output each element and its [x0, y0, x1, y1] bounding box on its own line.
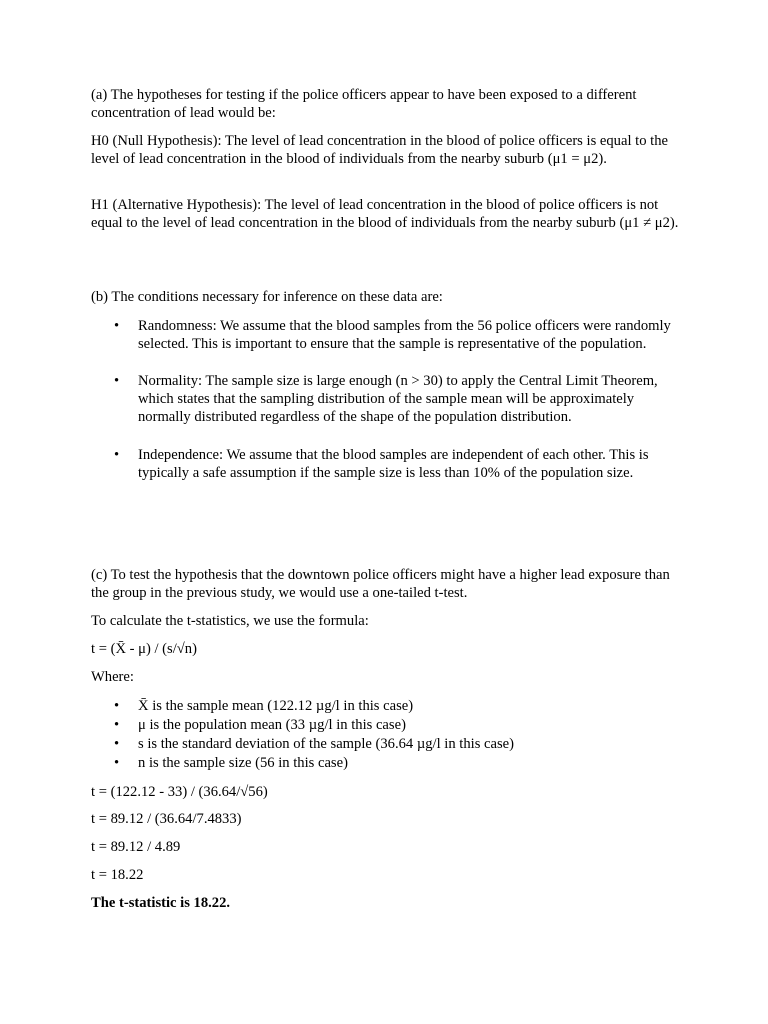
calculation-step-3: t = 89.12 / 4.89 — [91, 839, 181, 855]
formula-intro: To calculate the t-statistics, we use the formula: — [91, 613, 369, 629]
part-c-intro: (c) To test the hypothesis that the downtown police officers might have a higher lead exposure than the group in the previous study, we would use a one-tailed t-test. — [91, 567, 670, 601]
where-label: Where: — [91, 669, 134, 685]
t-formula: t = (X̄ - μ) / (s/√n) — [91, 641, 197, 657]
calculation-step-1: t = (122.12 - 33) / (36.64/√56) — [91, 784, 268, 800]
definition-sample-mean: • X̄ is the sample mean (122.12 µg/l in this case) — [114, 697, 683, 715]
part-a-intro: (a) The hypotheses for testing if the police officers appear to have been exposed to a different concentration of lead would be: — [91, 87, 637, 121]
null-hypothesis: H0 (Null Hypothesis): The level of lead concentration in the blood of police officers is equal to the level of lead concentration in the blood of individuals from the nearby suburb (μ1 = μ2). — [91, 133, 668, 167]
condition-independence: • Independence: We assume that the blood samples are independent of each other. This is typically a safe assumption if the sample size is less than 10% of the population size. — [114, 446, 683, 482]
condition-normality: • Normality: The sample size is large enough (n > 30) to apply the Central Limit Theorem, which states that the sampling distribution of the sample mean will be approximately normally distributed regardless of the shape of the population distribution. — [114, 372, 683, 426]
definition-sample-size: • n is the sample size (56 in this case) — [114, 754, 683, 772]
definition-population-mean: • μ is the population mean (33 µg/l in this case) — [114, 716, 683, 734]
calculation-step-2: t = 89.12 / (36.64/7.4833) — [91, 811, 242, 827]
definition-std-dev: • s is the standard deviation of the sample (36.64 µg/l in this case) — [114, 735, 683, 753]
condition-randomness: • Randomness: We assume that the blood samples from the 56 police officers were randomly selected. This is important to ensure that the sample is representative of the population. — [114, 317, 683, 353]
calculation-step-4: t = 18.22 — [91, 867, 144, 883]
conclusion: The t-statistic is 18.22. — [91, 895, 231, 911]
part-b-intro: (b) The conditions necessary for inference on these data are: — [91, 289, 443, 305]
alternative-hypothesis: H1 (Alternative Hypothesis): The level of lead concentration in the blood of police officers is not equal to the level of lead concentration in the blood of individuals from the nearby suburb (μ1 ≠ μ2). — [91, 197, 679, 231]
